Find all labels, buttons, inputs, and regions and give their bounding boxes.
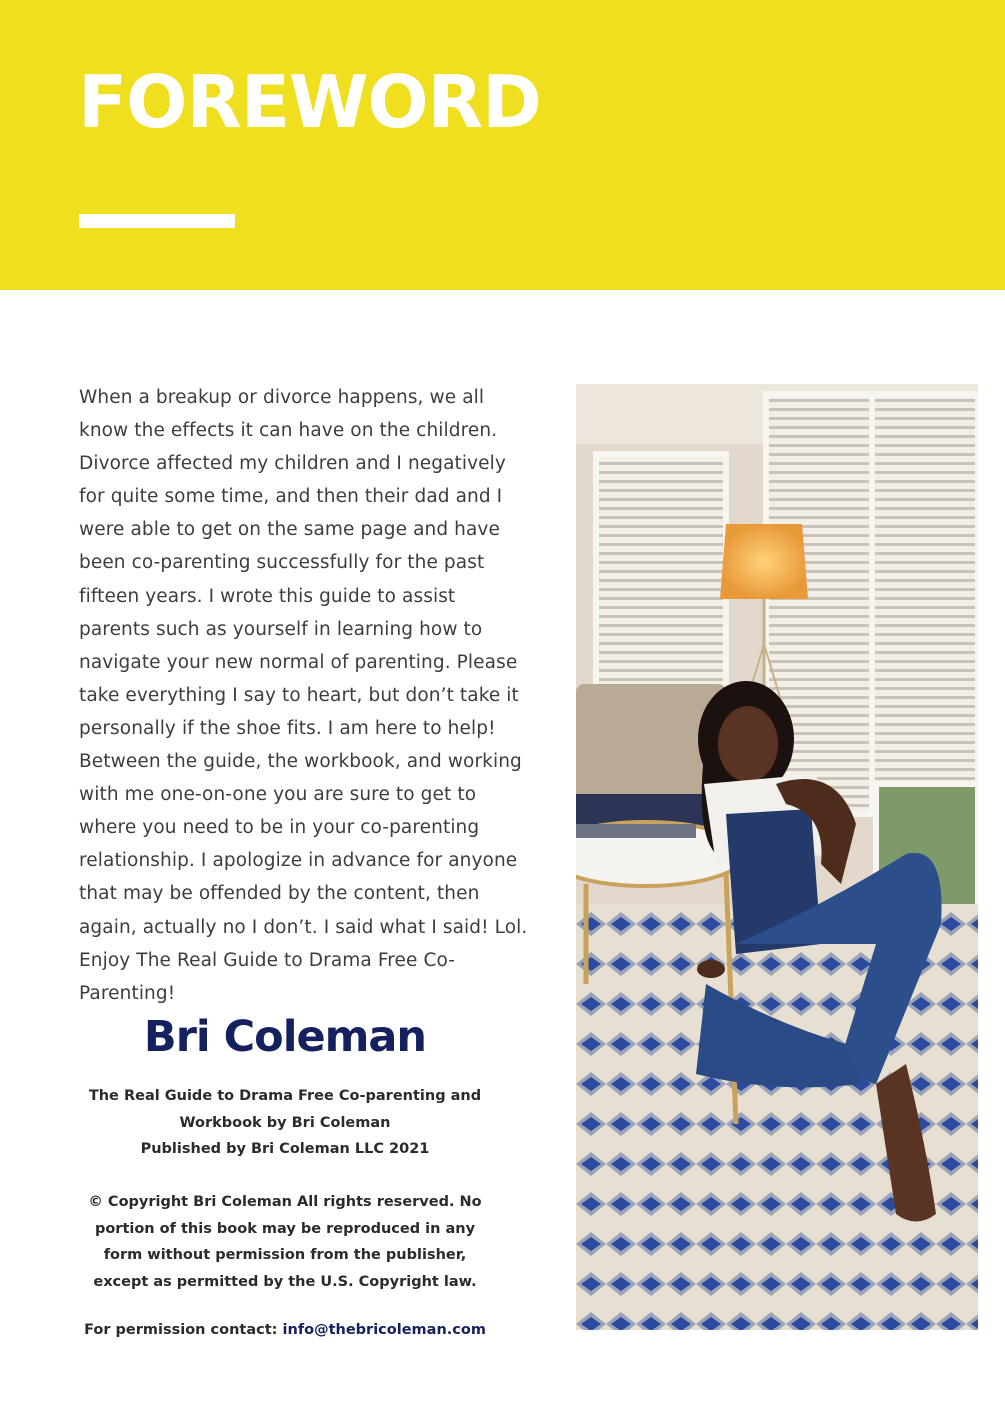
publication-line-1: The Real Guide to Drama Free Co-parenting and: [88, 1088, 482, 1104]
copyright-line-3: form without permission from the publisher,: [103, 1247, 467, 1263]
author-photo-illustration: [576, 384, 978, 1330]
publication-line-3: Published by Bri Coleman LLC 2021: [140, 1141, 430, 1157]
publication-line-2: Workbook by Bri Coleman: [179, 1114, 391, 1131]
permission-contact: [79, 1317, 491, 1344]
copyright-notice: [79, 1189, 491, 1295]
foreword-paragraph: When a breakup or divorce happens, we all know the effects it can have on the children. Divorce affected my children and I negatively for quite some time, and then their dad and I were able to get on the same page and have been co-parenting successfully for the past fifteen years. I wrote this guide to assist parents such as yourself in learning how to navigate your new normal of parenting. Please take everything I say to heart, but don’t take it personally if the shoe fits. I am here to help! Between the guide, the workbook, and working with me one-on-one you are sure to get to where you need to be in your co-parenting relationship. I apologize in advance for anyone that may be offended by the content, then again, actually no I don’t. I said what I said! Lol. Enjoy The Real Guide to Drama Free Co-Parenting!: [79, 387, 528, 1004]
title-underline: [79, 214, 235, 228]
copyright-line-1: © Copyright Bri Coleman All rights reserved. No: [88, 1194, 482, 1210]
header-band: [0, 0, 1005, 290]
author-signature: Bri Coleman: [143, 1012, 427, 1062]
contact-email-link[interactable]: info@thebricoleman.com: [282, 1322, 486, 1338]
copyright-line-4: except as permitted by the U.S. Copyright law.: [93, 1273, 477, 1290]
publication-info: [79, 1083, 491, 1163]
copyright-line-2: portion of this book may be reproduced in any: [94, 1220, 476, 1237]
page-title: FOREWORD: [78, 60, 541, 144]
contact-label: For permission contact:: [84, 1322, 283, 1338]
author-photo: [576, 384, 978, 1330]
